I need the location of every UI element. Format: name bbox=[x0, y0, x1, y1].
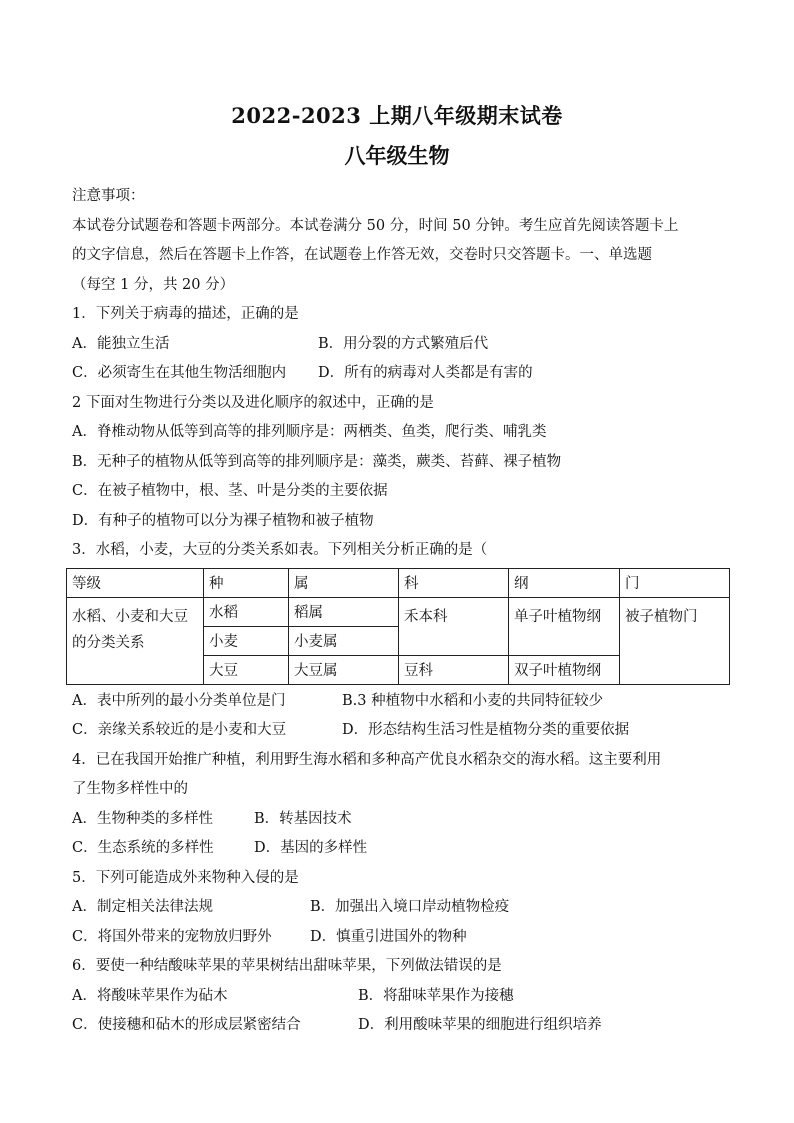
genus-cell: 稻属 bbox=[289, 597, 399, 626]
question-4-stem: 了生物多样性中的 bbox=[72, 781, 188, 797]
question-5-options-row bbox=[72, 923, 732, 953]
option-b: B．将甜味苹果作为接穗 bbox=[358, 987, 514, 1004]
species-cell: 大豆 bbox=[204, 655, 289, 684]
option-a: A．将酸味苹果作为砧木 bbox=[72, 987, 228, 1004]
table-header-cell: 种 bbox=[204, 568, 289, 597]
question-3-stem: 3．水稻，小麦，大豆的分类关系如表。下列相关分析正确的是（ bbox=[72, 542, 488, 558]
option-c: C．亲缘关系较近的是小麦和大豆 bbox=[72, 722, 287, 738]
family-cell: 豆科 bbox=[399, 655, 509, 684]
table-header-row bbox=[67, 568, 730, 597]
notice-text-line: 本试卷分试题卷和答题卡两部分。本试卷满分 50 分，时间 50 分钟。考生应首先阅读答题卡上 bbox=[72, 217, 679, 234]
question-4-stem: 4．已在我国开始推广种植，利用野生海水稻和多种高产优良水稻杂交的海水稻。这主要利用 bbox=[72, 751, 662, 768]
question-3-options-row bbox=[72, 687, 732, 717]
classification-table bbox=[66, 568, 730, 685]
page-title: 2022-2023 上期八年级期末试卷 bbox=[231, 103, 563, 128]
question-1-options-row bbox=[72, 330, 732, 360]
question-5-options-row bbox=[72, 893, 732, 923]
option-d: D．利用酸味苹果的细胞进行组织培养 bbox=[358, 1017, 602, 1033]
table-header-cell: 门 bbox=[620, 568, 730, 597]
table-header-cell: 纲 bbox=[509, 568, 620, 597]
option-a: A．脊椎动物从低等到高等的排列顺序是：两栖类、鱼类，爬行类、哺乳类 bbox=[72, 424, 547, 440]
notice-heading: 注意事项： bbox=[72, 188, 145, 204]
exam-body bbox=[72, 182, 732, 1041]
option-c: C．必须寄生在其他生物活细胞内 bbox=[72, 365, 287, 381]
question-1-stem: 1．下列关于病毒的描述，正确的是 bbox=[72, 306, 299, 322]
option-b: B．无种子的植物从低等到高等的排列顺序是：藻类，蕨类、苔藓、裸子植物 bbox=[72, 453, 562, 470]
phylum-cell: 被子植物门 bbox=[620, 597, 730, 684]
question-6-options-row bbox=[72, 1011, 732, 1041]
family-cell: 禾本科 bbox=[399, 597, 509, 655]
option-b: B．加强出入境口岸动植物检疫 bbox=[310, 899, 510, 915]
question-1-options-row bbox=[72, 359, 732, 389]
option-d: D．基因的多样性 bbox=[254, 840, 368, 856]
table-header-cell: 属 bbox=[289, 568, 399, 597]
class-cell: 双子叶植物纲 bbox=[509, 655, 620, 684]
option-d: D．形态结构生活习性是植物分类的重要依据 bbox=[342, 722, 630, 738]
table-header-cell: 科 bbox=[399, 568, 509, 597]
row-label-cell: 水稻、小麦和大豆的分类关系 bbox=[67, 597, 204, 684]
species-cell: 水稻 bbox=[204, 597, 289, 626]
option-d: D．有种子的植物可以分为裸子植物和被子植物 bbox=[72, 512, 374, 529]
question-5-stem: 5．下列可能造成外来物种入侵的是 bbox=[72, 869, 299, 886]
class-cell: 单子叶植物纲 bbox=[509, 597, 620, 655]
option-b: B.3 种植物中水稻和小麦的共同特征较少 bbox=[342, 692, 604, 709]
question-4-options-row bbox=[72, 805, 732, 835]
question-2-stem: 2 下面对生物进行分类以及进化顺序的叙述中，正确的是 bbox=[72, 394, 434, 411]
option-a: A．表中所列的最小分类单位是门 bbox=[72, 692, 286, 709]
option-b: B．用分裂的方式繁殖后代 bbox=[318, 335, 489, 352]
page-subtitle: 八年级生物 bbox=[344, 143, 450, 168]
option-a: A．能独立生活 bbox=[72, 335, 170, 352]
option-a: A．制定相关法律法规 bbox=[72, 899, 213, 915]
species-cell: 小麦 bbox=[204, 626, 289, 655]
genus-cell: 大豆属 bbox=[289, 655, 399, 684]
question-6-stem: 6．要使一种结酸味苹果的苹果树结出甜味苹果，下列做法错误的是 bbox=[72, 958, 502, 974]
option-d: D．慎重引进国外的物种 bbox=[310, 928, 467, 945]
table-header-cell: 等级 bbox=[67, 568, 204, 597]
option-c: C．将国外带来的宠物放归野外 bbox=[72, 928, 272, 945]
option-c: C．在被子植物中，根、茎、叶是分类的主要依据 bbox=[72, 483, 388, 499]
question-4-options-row bbox=[72, 834, 732, 864]
option-b: B．转基因技术 bbox=[254, 810, 352, 827]
option-c: C．使接穗和砧木的形成层紧密结合 bbox=[72, 1017, 301, 1033]
question-6-options-row bbox=[72, 982, 732, 1012]
table-row bbox=[67, 597, 730, 626]
notice-text-line: 的文字信息，然后在答题卡上作答，在试题卷上作答无效，交卷时只交答题卡。一、单选题 bbox=[72, 247, 652, 263]
option-a: A．生物种类的多样性 bbox=[72, 810, 213, 827]
option-c: C．生态系统的多样性 bbox=[72, 840, 214, 856]
notice-text-line: （每空 1 分，共 20 分） bbox=[72, 276, 235, 293]
genus-cell: 小麦属 bbox=[289, 626, 399, 655]
option-d: D．所有的病毒对人类都是有害的 bbox=[318, 365, 533, 381]
question-3-options-row bbox=[72, 716, 732, 746]
